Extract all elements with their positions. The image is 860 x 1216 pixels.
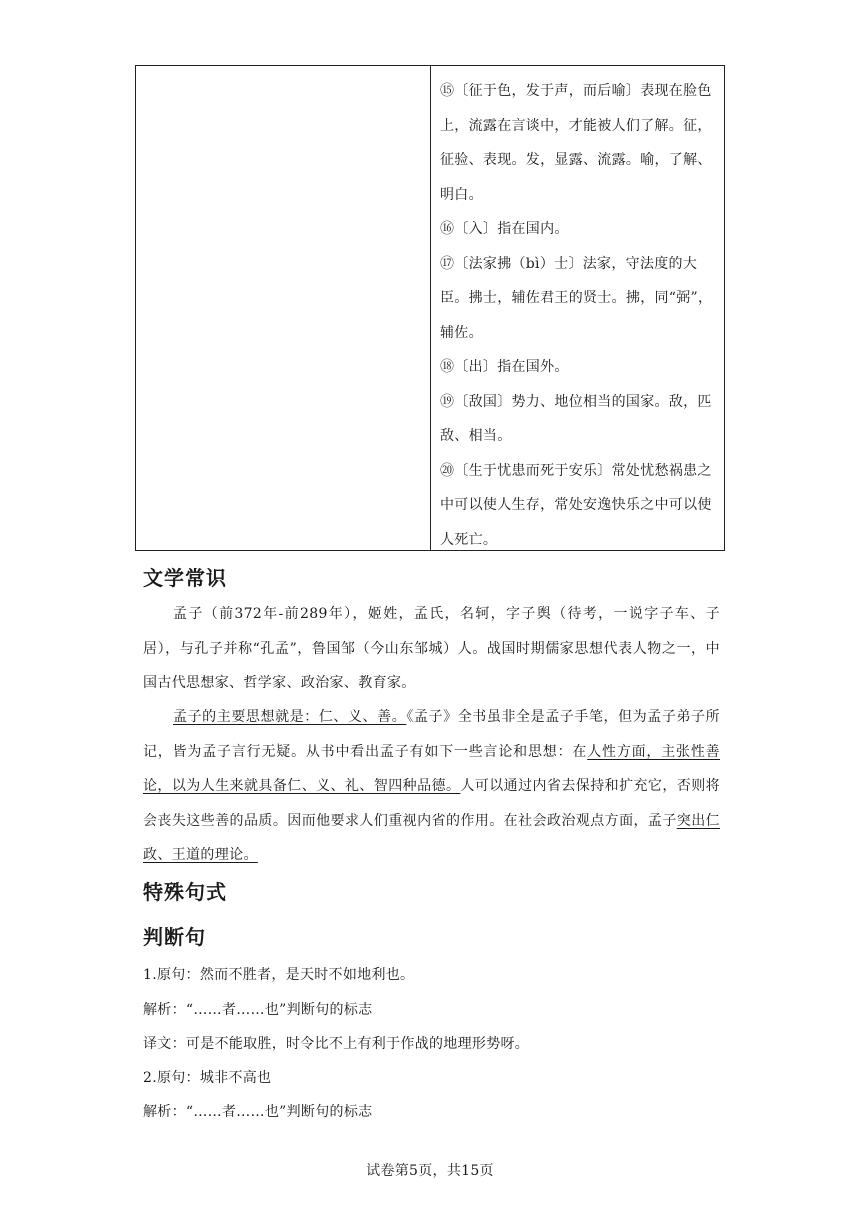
- note-17: ⑰〔法家拂（bì）士〕法家，守法度的大臣。拂士，辅佐君王的贤士。拂，同“弼”，辅佐。: [440, 255, 713, 341]
- note-15: ⑮〔征于色，发于声，而后喻〕表现在脸色上，流露在言谈中，才能被人们了解。征，征验、表现。发，显露、流露。喻，了解、明白。: [440, 83, 712, 203]
- example-2-analysis: 解析：“……者……也”判断句的标志: [143, 1104, 373, 1120]
- literature-heading: 文学常识: [143, 566, 227, 590]
- literature-paragraph-2-text-a: 《孟子》全书虽非全是孟子手笔，但为孟子弟子所记，皆为孟子言行无疑。从书中看出孟子有如下一些言论和思想：在: [143, 709, 720, 760]
- note-19: ⑲〔敌国〕势力、地位相当的国家。敌，匹敌、相当。: [440, 393, 712, 444]
- note-18: ⑱〔出〕指在国外。: [440, 359, 569, 375]
- judgment-sentence-heading: 判断句: [143, 925, 206, 949]
- literature-paragraph-2-text-b: 人可以通过内省去保持和扩充它，否则将会丧失这些善的品质。因而他要求人们重视内省的作用。在社会政治观点方面，孟子: [143, 778, 720, 829]
- notes-table-left-cell: [136, 66, 431, 550]
- note-16: ⑯〔入〕指在国内。: [440, 221, 569, 237]
- notes-table-right-cell: [431, 66, 724, 550]
- page-footer: 试卷第5页，共15页: [366, 1163, 494, 1179]
- note-20: ⑳〔生于忧患而死于安乐〕常处忧愁祸患之中可以使人生存，常处安逸快乐之中可以使人死亡。: [440, 462, 712, 548]
- example-1-translation: 译文：可是不能取胜，时令比不上有利于作战的地理形势呀。: [143, 1036, 530, 1052]
- example-1-original: 1.原句：然而不胜者，是天时不如地利也。: [143, 967, 415, 983]
- special-sentence-heading: 特殊句式: [143, 880, 227, 904]
- human-nature-underlined: 人性方面，主张性善论，以为人生来就具备仁、义、礼、智四种品德。: [143, 743, 721, 794]
- notes-table: [135, 65, 725, 551]
- example-1-analysis: 解析：“……者……也”判断句的标志: [143, 1002, 373, 1018]
- literature-paragraph-1: 孟子（前372年-前289年），姬姓，孟氏，名轲，字子舆（待考，一说字子车、子居），与孔子并称“孔孟”，鲁国邹（今山东邹城）人。战国时期儒家思想代表人物之一，中国古代思想家、哲学家、政治家、教育家。: [143, 606, 720, 691]
- mencius-thought-underlined: 孟子的主要思想就是：仁、义、善。: [173, 709, 407, 725]
- literature-paragraph-2: [143, 700, 720, 873]
- benevolent-rule-underlined: 突出仁政、王道的理论。: [143, 812, 720, 863]
- example-2-original: 2.原句：城非不高也: [143, 1070, 272, 1086]
